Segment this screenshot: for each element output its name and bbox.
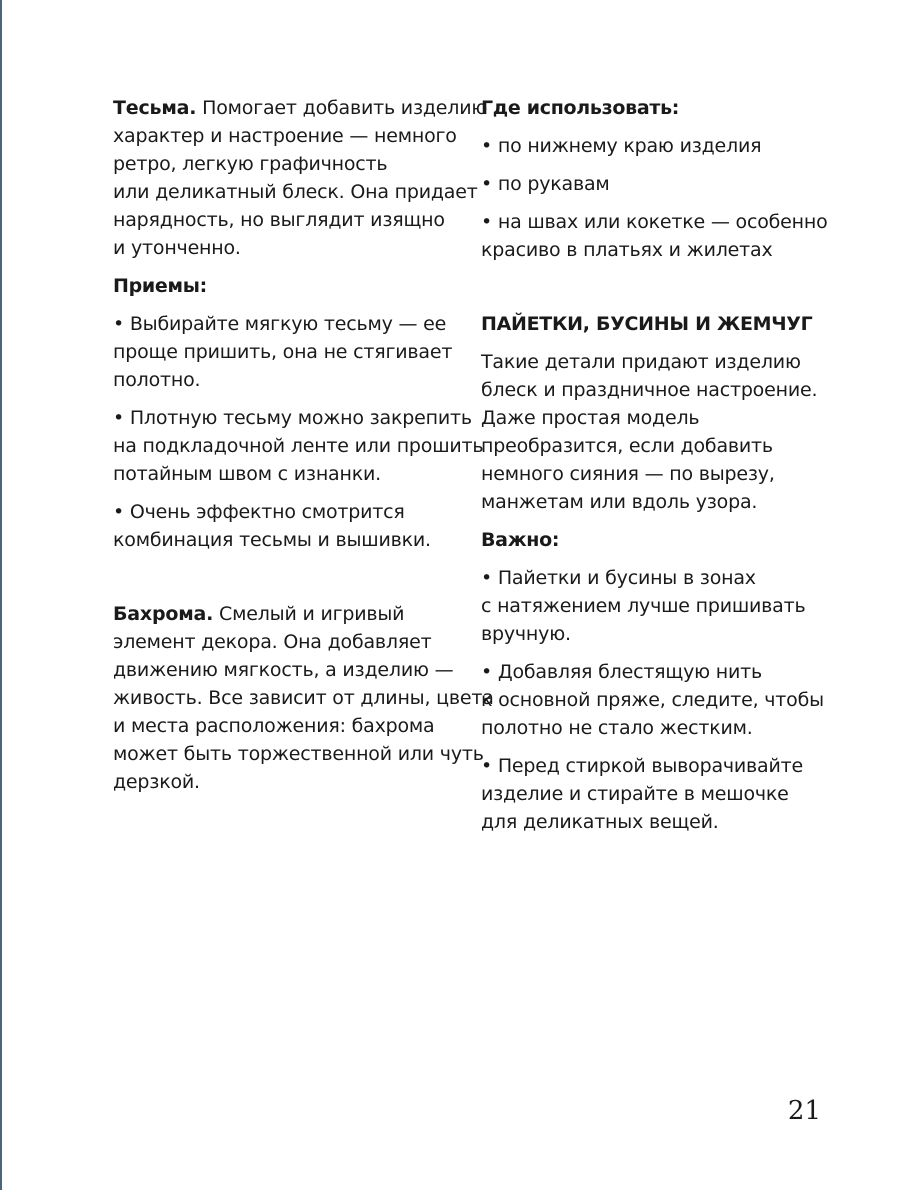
section-line: Такие детали придают изделию — [481, 351, 801, 373]
section-line: манжетам или вдоль узора. — [481, 491, 758, 513]
important-item-line: вручную. — [481, 623, 571, 645]
priemy-item-line: на подкладочной ленте или прошить — [113, 435, 484, 457]
bahroma-line: и места расположения: бахрома — [113, 715, 435, 737]
where-item-line: • на швах или кокетке — особенно — [481, 211, 828, 233]
tesma-line: ретро, легкую графичность — [113, 153, 388, 175]
where-item-line: • по рукавам — [481, 173, 610, 195]
where-item-line: красиво в платьях и жилетах — [481, 239, 773, 261]
section-line: немного сияния — по вырезу, — [481, 463, 775, 485]
section-line: Даже простая модель — [481, 407, 700, 429]
left-column — [113, 94, 494, 796]
priemy-item-line: • Очень эффектно смотрится — [113, 501, 405, 523]
priemy-item-line: • Плотную тесьму можно закрепить — [113, 407, 472, 429]
priemy-item — [113, 498, 458, 554]
priemy-item-line: полотно. — [113, 369, 201, 391]
bahroma-line: может быть торжественной или чуть — [113, 743, 484, 765]
priemy-item-line: проще пришить, она не стягивает — [113, 341, 453, 363]
bahroma-line: элемент декора. Она добавляет — [113, 631, 432, 653]
priemy-item-line: • Выбирайте мягкую тесьму — ее — [113, 313, 447, 335]
important-item — [481, 564, 811, 648]
priemy-item-line: комбинация тесьмы и вышивки. — [113, 529, 431, 551]
tesma-first-line — [113, 94, 488, 122]
section-title: ПАЙЕТКИ, БУСИНЫ И ЖЕМЧУГ — [481, 313, 813, 335]
section-paragraph — [481, 348, 818, 516]
tesma-line: или деликатный блеск. Она придает — [113, 181, 478, 203]
tesma-line: нарядность, но выглядит изящно — [113, 209, 445, 231]
tesma-paragraph — [113, 94, 488, 262]
where-item — [481, 208, 828, 264]
important-item-line: • Добавляя блестящую нить — [481, 661, 763, 683]
bahroma-first-rest: Смелый и игривый — [213, 603, 405, 625]
important-item-line: с натяжением лучше пришивать — [481, 595, 806, 617]
bahroma-line: дерзкой. — [113, 771, 200, 793]
where-item — [481, 132, 811, 160]
right-column — [481, 94, 828, 836]
priemy-item — [113, 404, 484, 488]
where-heading: Где использовать: — [481, 97, 680, 119]
page-number: 21 — [787, 1096, 821, 1126]
tesma-first-rest: Помогает добавить изделию — [196, 97, 488, 119]
priemy-heading: Приемы: — [113, 275, 207, 297]
priemy-item — [113, 310, 458, 394]
tesma-line: и утонченно. — [113, 237, 241, 259]
priemy-item-line: потайным швом с изнанки. — [113, 463, 381, 485]
important-item — [481, 658, 824, 742]
important-item — [481, 752, 811, 836]
important-item-line: для деликатных вещей. — [481, 811, 719, 833]
bahroma-line: живость. Все зависит от длины, цвета — [113, 687, 494, 709]
important-item-line: изделие и стирайте в мешочке — [481, 783, 789, 805]
section-line: преобразится, если добавить — [481, 435, 773, 457]
bahroma-line: движению мягкость, а изделию — — [113, 659, 454, 681]
section-line: блеск и праздничное настроение. — [481, 379, 818, 401]
tesma-line: характер и настроение — немного — [113, 125, 457, 147]
tesma-lead: Тесьма. — [113, 97, 197, 119]
bahroma-paragraph — [113, 600, 494, 796]
important-item-line: • Пайетки и бусины в зонах — [481, 567, 756, 589]
important-heading: Важно: — [481, 529, 560, 551]
where-item-line: • по нижнему краю изделия — [481, 135, 762, 157]
important-item-line: • Перед стиркой выворачивайте — [481, 755, 804, 777]
bahroma-lead: Бахрома. — [113, 603, 214, 625]
page-edge — [0, 0, 2, 1190]
important-item-line: к основной пряже, следите, чтобы — [481, 689, 824, 711]
where-item — [481, 170, 811, 198]
bahroma-first-line — [113, 600, 458, 628]
important-item-line: полотно не стало жестким. — [481, 717, 753, 739]
